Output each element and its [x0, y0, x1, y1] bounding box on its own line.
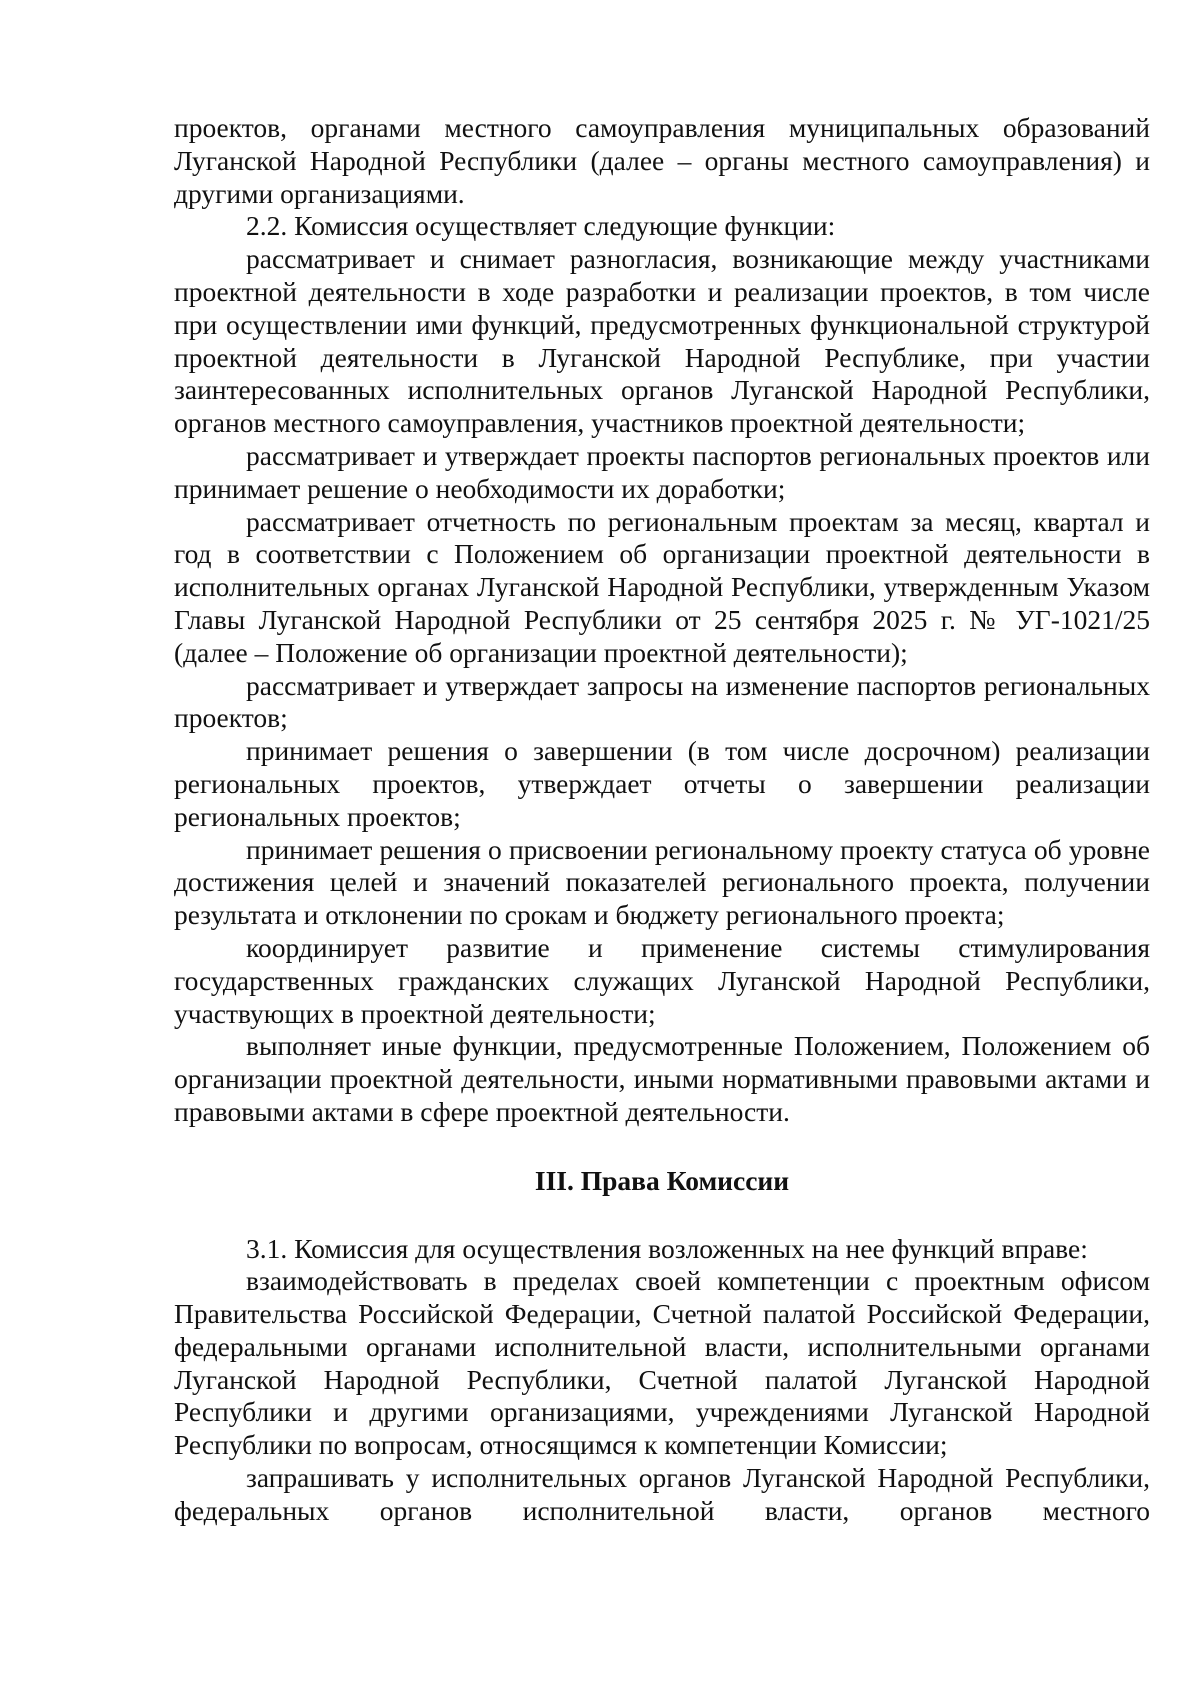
document-page — [174, 112, 1150, 1528]
right-item-interaction: взаимодействовать в пределах своей компетенции с проектным офисом Правительства Российской Федерации, Счетной палатой Российской Федерации, федеральными органами исполнительной власти, исполнительными органами Луганской Народной Республики, Счетной палатой Луганской Народной Республики и другими организациями, учреждениями Луганской Народной Республики по вопросам, относящимся к компетенции Комиссии; — [174, 1265, 1150, 1461]
function-item-reporting: рассматривает отчетность по региональным проектам за месяц, квартал и год в соответствии с Положением об организации проектной деятельности в исполнительных органах Луганской Народной Республики, утвержденным Указом Главы Луганской Народной Республики от 25 сентября 2025 г. № УГ-1021/25 (далее – Положение об организации проектной деятельности); — [174, 505, 1150, 668]
function-item-passports: рассматривает и утверждает проекты паспортов региональных проектов или принимает решение о необходимости их доработки; — [174, 439, 1150, 504]
paragraph-3-1-intro: 3.1. Комиссия для осуществления возложенных на нее функций вправе: — [246, 1232, 1088, 1264]
paragraph-continuation: проектов, органами местного самоуправления муниципальных образований Луганской Народной Республики (далее – органы местного самоуправления) и другими организациями. — [174, 112, 1150, 209]
function-item-change-requests: рассматривает и утверждает запросы на изменение паспортов региональных проектов; — [174, 669, 1150, 734]
function-item-incentives: координирует развитие и применение системы стимулирования государственных гражданских служащих Луганской Народной Республики, участвующих в проектной деятельности; — [174, 931, 1150, 1029]
function-item-status: принимает решения о присвоении региональному проекту статуса об уровне достижения целей и значений показателей регионального проекта, получении результата и отклонении по срокам и бюджету регионального проекта; — [174, 833, 1150, 931]
function-item-disputes: рассматривает и снимает разногласия, возникающие между участниками проектной деятельности в ходе разработки и реализации проектов, в том числе при осуществлении ими функций, предусмотренных функциональной структурой проектной деятельности в Луганской Народной Республике, при участии заинтересованных исполнительных органов Луганской Народной Республики, органов местного самоуправления, участников проектной деятельности; — [174, 243, 1150, 439]
paragraph-2-2-intro: 2.2. Комиссия осуществляет следующие функции: — [246, 210, 836, 242]
function-item-other: выполняет иные функции, предусмотренные Положением, Положением об организации проектной деятельности, иными нормативными правовыми актами и правовыми актами в сфере проектной деятельности. — [174, 1030, 1150, 1127]
right-item-request: запрашивать у исполнительных органов Луганской Народной Республики, федеральных органов исполнительной власти, органов местного — [174, 1462, 1150, 1526]
function-item-completion: принимает решения о завершении (в том числе досрочном) реализации региональных проектов, утверждает отчеты о завершении реализации региональных проектов; — [174, 735, 1150, 832]
section-heading: III. Права Комиссии — [534, 1164, 790, 1196]
